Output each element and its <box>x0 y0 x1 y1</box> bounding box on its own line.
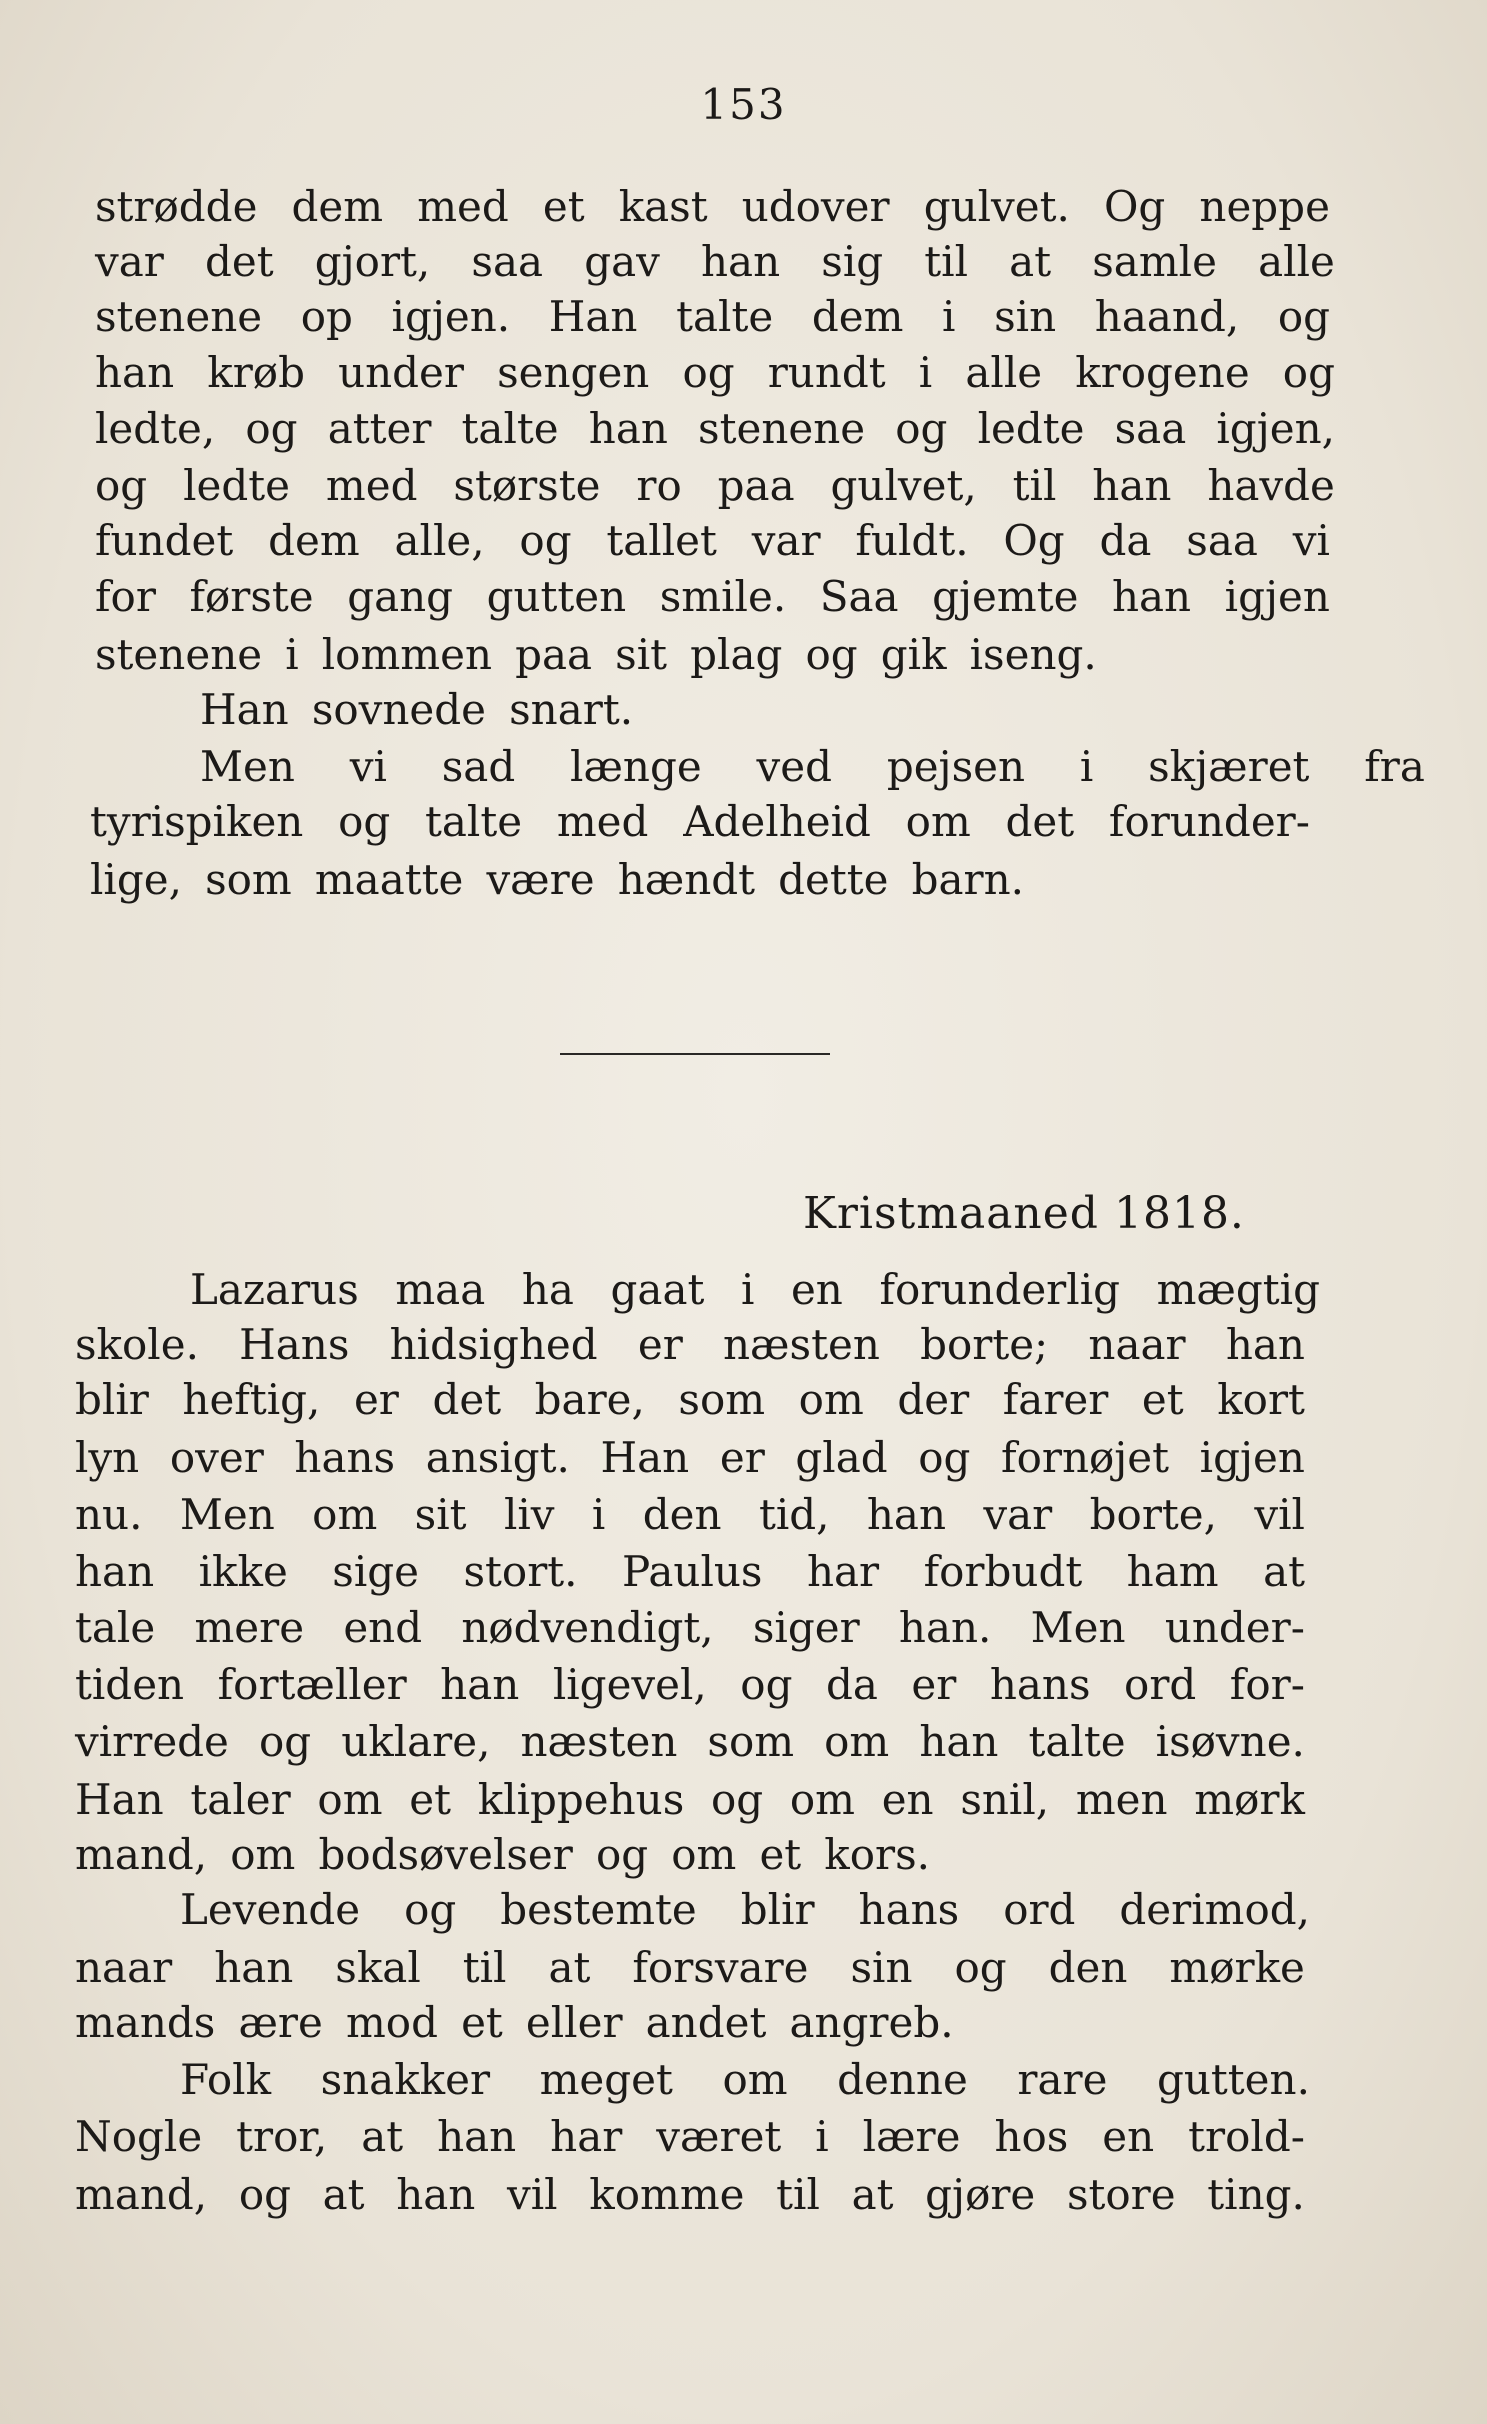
text-line: og ledte med største ro paa gulvet, til han havde <box>95 461 1335 510</box>
text-line: lyn over hans ansigt. Han er glad og fornøjet igjen <box>75 1433 1305 1482</box>
text-line: Lazarus maa ha gaat i en forunderlig mægtig <box>190 1265 1320 1314</box>
section-divider-rule <box>560 1053 830 1055</box>
text-line: Han taler om et klippehus og om en snil, men mørk <box>75 1775 1305 1824</box>
text-line: tyrispiken og talte med Adelheid om det forunder- <box>90 797 1310 846</box>
text-line: virrede og uklare, næsten som om han talte isøvne. <box>75 1717 1305 1766</box>
page-number: 153 <box>700 80 787 129</box>
text-line: tale mere end nødvendigt, siger han. Men under- <box>75 1603 1305 1652</box>
text-line: Han sovnede snart. <box>200 685 634 734</box>
text-line: lige, som maatte være hændt dette barn. <box>90 855 1024 904</box>
text-line: Nogle tror, at han har været i lære hos en trold- <box>75 2112 1305 2161</box>
text-line: blir heftig, er det bare, som om der farer et kort <box>75 1375 1305 1424</box>
text-line: mand, og at han vil komme til at gjøre store ting. <box>75 2170 1305 2219</box>
text-line: han krøb under sengen og rundt i alle krogene og <box>95 348 1335 397</box>
text-line: Folk snakker meget om denne rare gutten. <box>180 2055 1310 2104</box>
text-line: ledte, og atter talte han stenene og ledte saa igjen, <box>95 404 1335 453</box>
text-line: tiden fortæller han ligevel, og da er hans ord for- <box>75 1660 1305 1709</box>
text-line: Men vi sad længe ved pejsen i skjæret fra <box>200 742 1425 791</box>
text-line: strødde dem med et kast udover gulvet. Og neppe <box>95 182 1330 231</box>
text-line: Levende og bestemte blir hans ord derimod, <box>180 1885 1310 1934</box>
text-line: for første gang gutten smile. Saa gjemte han igjen <box>95 572 1330 621</box>
text-line: fundet dem alle, og tallet var fuldt. Og da saa vi <box>95 516 1330 565</box>
text-line: nu. Men om sit liv i den tid, han var borte, vil <box>75 1490 1305 1539</box>
section-date-heading: Kristmaaned 1818. <box>803 1188 1245 1239</box>
text-line: stenene op igjen. Han talte dem i sin haand, og <box>95 292 1330 341</box>
text-line: mand, om bodsøvelser og om et kors. <box>75 1830 930 1879</box>
text-line: skole. Hans hidsighed er næsten borte; naar han <box>75 1320 1305 1369</box>
text-line: naar han skal til at forsvare sin og den mørke <box>75 1943 1305 1992</box>
text-line: mands ære mod et eller andet angreb. <box>75 1998 954 2047</box>
text-line: stenene i lommen paa sit plag og gik iseng. <box>95 630 1097 679</box>
text-line: var det gjort, saa gav han sig til at samle alle <box>95 237 1335 286</box>
text-line: han ikke sige stort. Paulus har forbudt ham at <box>75 1547 1305 1596</box>
